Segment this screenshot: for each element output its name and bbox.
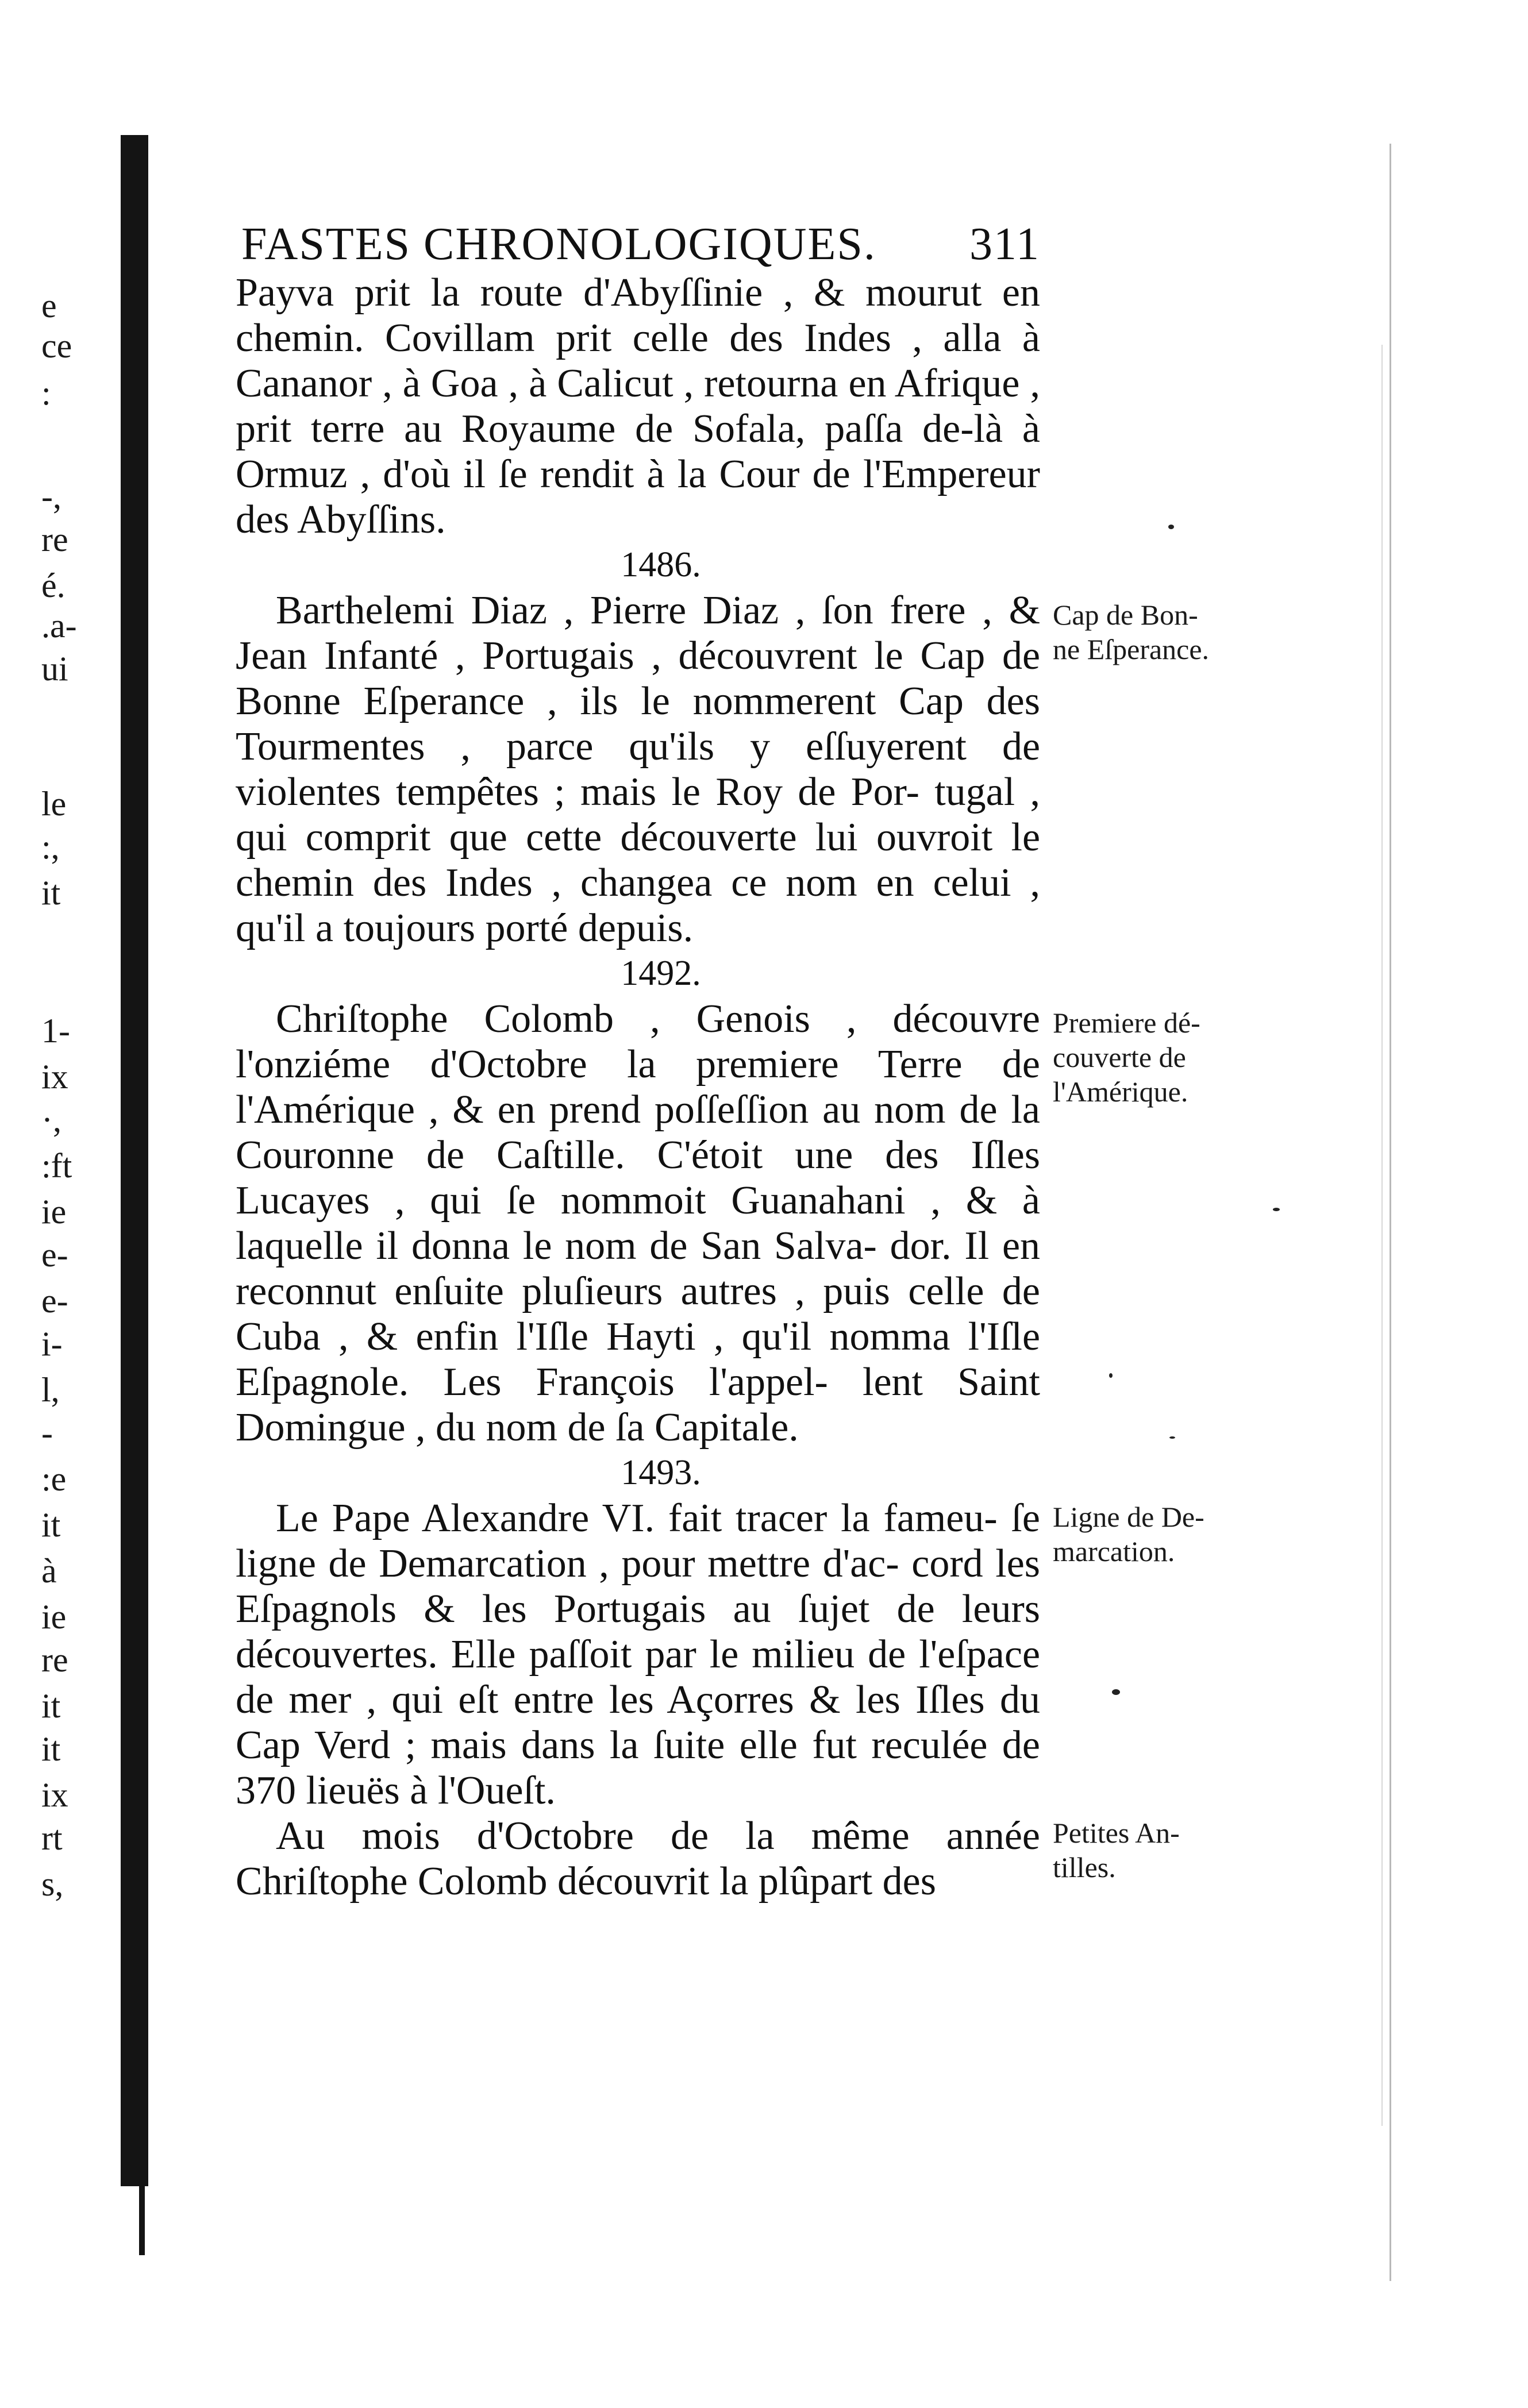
fragment: :,: [41, 828, 60, 866]
fragment: -: [41, 1414, 53, 1452]
year-heading: 1493.: [621, 1453, 701, 1492]
fragment: ix: [41, 1058, 68, 1096]
fragment: .a-: [41, 607, 77, 645]
fragment: it: [41, 1506, 61, 1544]
page-edge-line-inner: [1381, 345, 1383, 2126]
fragment: re: [41, 1641, 68, 1679]
running-head-title: FASTES CHRONOLOGIQUES.: [241, 219, 876, 269]
fragment: ui: [41, 650, 68, 688]
fragment: ie: [41, 1193, 67, 1231]
ink-speck: [1109, 1373, 1113, 1378]
fragment: l,: [41, 1371, 60, 1409]
margin-note-ligne: Ligne de De- marcation.: [1053, 1501, 1204, 1567]
fragment: i-: [41, 1325, 63, 1363]
paragraph-diaz: Barthelemi Diaz , Pierre Diaz , ſon frere , & Jean Infanté , Portugais , découvrent le Cap de Bonne Eſperance , ils le nommerent Cap des Tourmentes , parce qu'ils y eſſuyerent de violentes tempêtes ; mais le Roy de Por- tugal , qui comprit que cette découverte lui ouvroit le chemin des Indes , changea ce nom en celui , qu'il a toujours porté depuis.: [236, 588, 1041, 950]
main-text: [236, 270, 1040, 1904]
fragment: it: [41, 1687, 61, 1725]
paragraph-colomb: Chriſtophe Colomb , Genois , découvre l'onziéme d'Octobre la premiere Terre de l'Amérique , & en prend poſſeſſion au nom de la Couronne de Caſtille. C'étoit une des Iſles Lucayes , qui ſe nommoit Guanahani , & à laquelle il donna le nom de San Salva- dor. Il en reconnut enſuite pluſieurs autres , puis celle de Cuba , & enfin l'Iſle Hayti , qu'il nomma l'Iſle Eſpagnole. Les François l'appel- lent Saint Domingue , du nom de ſa Capitale.: [236, 997, 1041, 1450]
fragment: :: [41, 374, 51, 412]
fragment: e-: [41, 1236, 68, 1274]
year-heading: 1486.: [621, 545, 701, 584]
fragment: s,: [41, 1865, 64, 1903]
fragment: :e: [41, 1460, 67, 1498]
fragment: le: [41, 785, 67, 823]
fragment: ix: [41, 1776, 68, 1814]
fragment: rt: [41, 1819, 63, 1857]
binding-shadow-foot: [139, 2186, 145, 2255]
ink-speck: [1273, 1208, 1280, 1211]
fragment: 1-: [41, 1012, 70, 1050]
paragraph-covillam: Payva prit la route d'Abyſſinie , & mourut en chemin. Covillam prit celle des Indes , alla à Cananor , à Goa , à Calicut , retourna en Afrique , prit terre au Royaume de Sofala, paſſa de-là à Ormuz , d'où il ſe rendit à la Cour de l'Empereur des Abyſſins.: [236, 271, 1041, 542]
fragment: it: [41, 1730, 61, 1768]
margin-note-antilles: Petites An- tilles.: [1053, 1817, 1180, 1883]
fragment: ie: [41, 1598, 67, 1636]
fragment: ce: [41, 327, 72, 365]
ink-speck: [1168, 525, 1174, 529]
binding-shadow: [121, 135, 148, 2186]
paragraph-demarcation: Le Pape Alexandre VI. fait tracer la fameu- ſe ligne de Demarcation , pour mettre d'ac- cord les Eſpagnols & les Portugais au ſujet de leurs découvertes. Elle paſſoit par le milieu de l'eſpace de mer , qui eſt entre les Açorres & les Iſles du Cap Verd ; mais dans la ſuite elle fut reculée de 370 lieuës à l'Oueſt.: [236, 1496, 1041, 1813]
fragment: :ft: [41, 1147, 72, 1185]
fragment: -,: [41, 477, 61, 515]
ink-speck: [1112, 1689, 1120, 1695]
fragment: é.: [41, 567, 66, 604]
fragment: à: [41, 1552, 57, 1590]
page-number: 311: [969, 219, 1040, 269]
ink-speck: [1169, 1436, 1175, 1439]
fragment: e: [41, 287, 57, 325]
paragraph-antilles: Au mois d'Octobre de la même année Chriſtophe Colomb découvrit la plûpart des: [236, 1814, 1040, 1904]
fragment: ·,: [41, 1101, 61, 1139]
year-heading: 1492.: [621, 954, 701, 993]
margin-note-amerique: Premiere dé- couverte de l'Amérique.: [1053, 1007, 1200, 1108]
page-edge-line: [1390, 144, 1391, 2281]
fragment: re: [41, 521, 68, 558]
fragment: e-: [41, 1282, 68, 1320]
margin-note-cap: Cap de Bon- ne Eſperance.: [1053, 599, 1210, 665]
fragment: it: [41, 874, 61, 912]
facing-page-fragments: [41, 0, 116, 2408]
